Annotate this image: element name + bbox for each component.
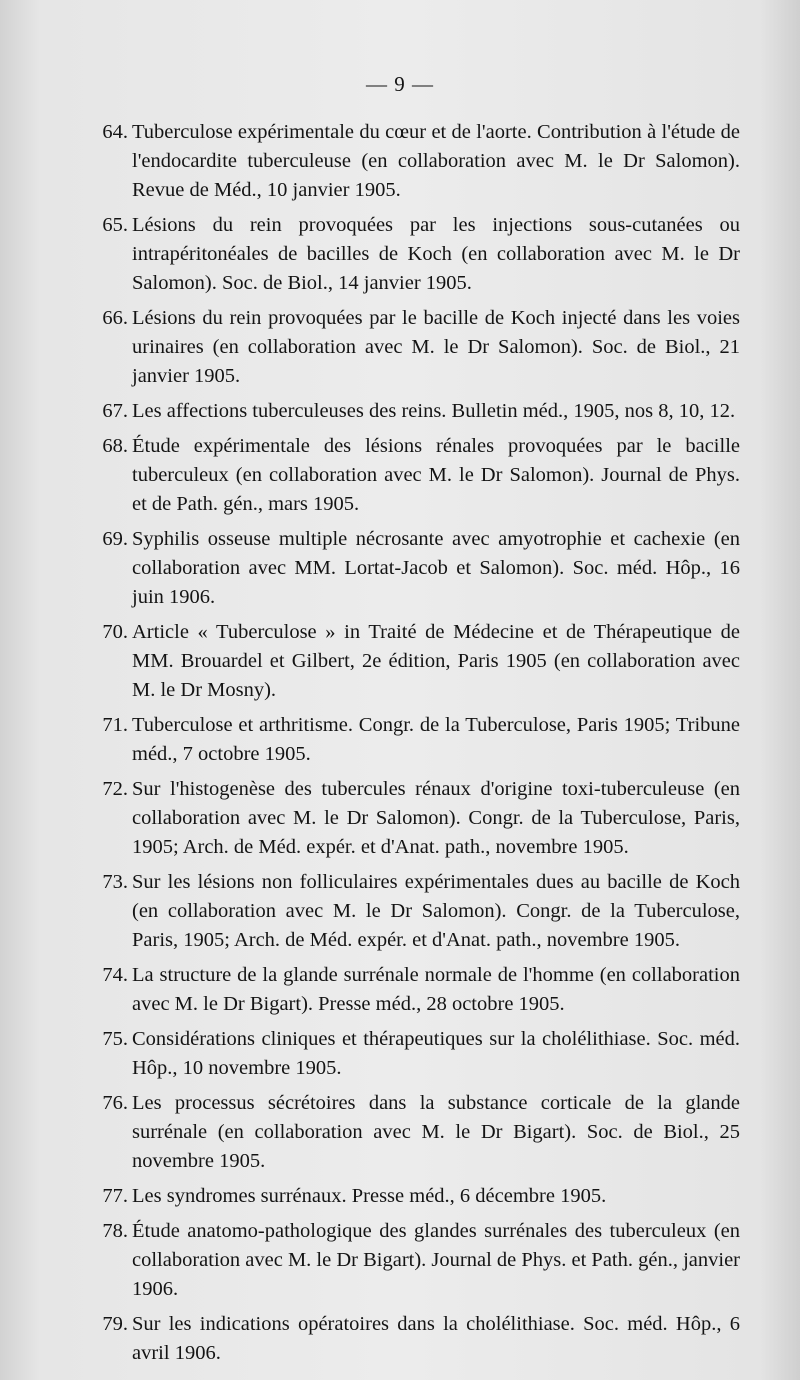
entry-text: Sur les lésions non folliculaires expérimentales dues au bacille de Koch (en collaboration avec M. le Dr Salomon). Congr. de la Tuberculose, Paris, 1905; Arch. de Méd. expér. et d'Anat. path., novembre 1905. [132,871,740,951]
entry-number: 71. [102,714,128,736]
bibliography-entry [60,775,740,862]
entry-text: Sur les indications opératoires dans la cholélithiase. Soc. méd. Hôp., 6 avril 1906. [132,1313,740,1364]
bibliography-entry [60,1089,740,1176]
entry-number: 75. [102,1028,128,1050]
entry-number: 79. [102,1313,128,1335]
entry-text: Article « Tuberculose » in Traité de Médecine et de Thérapeutique de MM. Brouardel et Gilbert, 2e édition, Paris 1905 (en collaboration avec M. le Dr Mosny). [132,621,740,701]
bibliography-entry [60,304,740,391]
page-number: — 9 — [366,72,434,96]
entry-number: 69. [102,528,128,550]
bibliography-entry [60,1217,740,1304]
entry-text: Les affections tuberculeuses des reins. Bulletin méd., 1905, nos 8, 10, 12. [132,400,736,422]
entry-text: Tuberculose et arthritisme. Congr. de la Tuberculose, Paris 1905; Tribune méd., 7 octobre 1905. [132,714,740,765]
entry-number: 64. [102,121,128,143]
entry-number: 73. [102,871,128,893]
entry-number: 76. [102,1092,128,1114]
entry-text: Considérations cliniques et thérapeutiques sur la cholélithiase. Soc. méd. Hôp., 10 novembre 1905. [132,1028,740,1079]
bibliography-entry [60,1182,740,1211]
bibliography-entry [60,618,740,705]
entry-number: 68. [102,435,128,457]
bibliography-entry [60,868,740,955]
entry-number: 72. [102,778,128,800]
entry-number: 78. [102,1220,128,1242]
entry-number: 70. [102,621,128,643]
entry-number: 65. [102,214,128,236]
bibliography-entry [60,711,740,769]
entry-number: 77. [102,1185,128,1207]
entry-text: Lésions du rein provoquées par les injections sous-cutanées ou intrapéritonéales de bacilles de Koch (en collaboration avec M. le Dr Salomon). Soc. de Biol., 14 janvier 1905. [132,214,740,294]
entry-number: 74. [102,964,128,986]
entry-text: Lésions du rein provoquées par le bacille de Koch injecté dans les voies urinaires (en collaboration avec M. le Dr Salomon). Soc. de Biol., 21 janvier 1905. [132,307,740,387]
entry-text: Sur l'histogenèse des tubercules rénaux d'origine toxi-tuberculeuse (en collaboration avec M. le Dr Salomon). Congr. de la Tuberculose, Paris, 1905; Arch. de Méd. expér. et d'Anat. path., novembre 1905. [132,778,740,858]
bibliography-entry [60,211,740,298]
bibliography-entry [60,1310,740,1368]
entry-text: Les syndromes surrénaux. Presse méd., 6 décembre 1905. [132,1185,607,1207]
entry-number: 67. [102,400,128,422]
entry-text: Les processus sécrétoires dans la substance corticale de la glande surrénale (en collaboration avec M. le Dr Bigart). Soc. de Biol., 25 novembre 1905. [132,1092,740,1172]
entry-text: La structure de la glande surrénale normale de l'homme (en collaboration avec M. le Dr Bigart). Presse méd., 28 octobre 1905. [132,964,740,1015]
bibliography-entry [60,118,740,205]
bibliography-entry [60,432,740,519]
bibliography-entry [60,1025,740,1083]
bibliography-entry [60,397,740,426]
entry-text: Étude anatomo-pathologique des glandes surrénales des tuberculeux (en collaboration avec M. le Dr Bigart). Journal de Phys. et Path. gén., janvier 1906. [132,1220,741,1300]
bibliography-entry [60,525,740,612]
bibliography-entry [60,961,740,1019]
bibliography-list [60,118,740,1374]
entry-text: Tuberculose expérimentale du cœur et de l'aorte. Contribution à l'étude de l'endocardite tuberculeuse (en collaboration avec M. le Dr Salomon). Revue de Méd., 10 janvier 1905. [132,121,740,201]
entry-number: 66. [102,307,128,329]
entry-text: Étude expérimentale des lésions rénales provoquées par le bacille tuberculeux (en collaboration avec M. le Dr Salomon). Journal de Phys. et de Path. gén., mars 1905. [132,435,740,515]
entry-text: Syphilis osseuse multiple nécrosante avec amyotrophie et cachexie (en collaboration avec MM. Lortat-Jacob et Salomon). Soc. méd. Hôp., 16 juin 1906. [132,528,740,608]
